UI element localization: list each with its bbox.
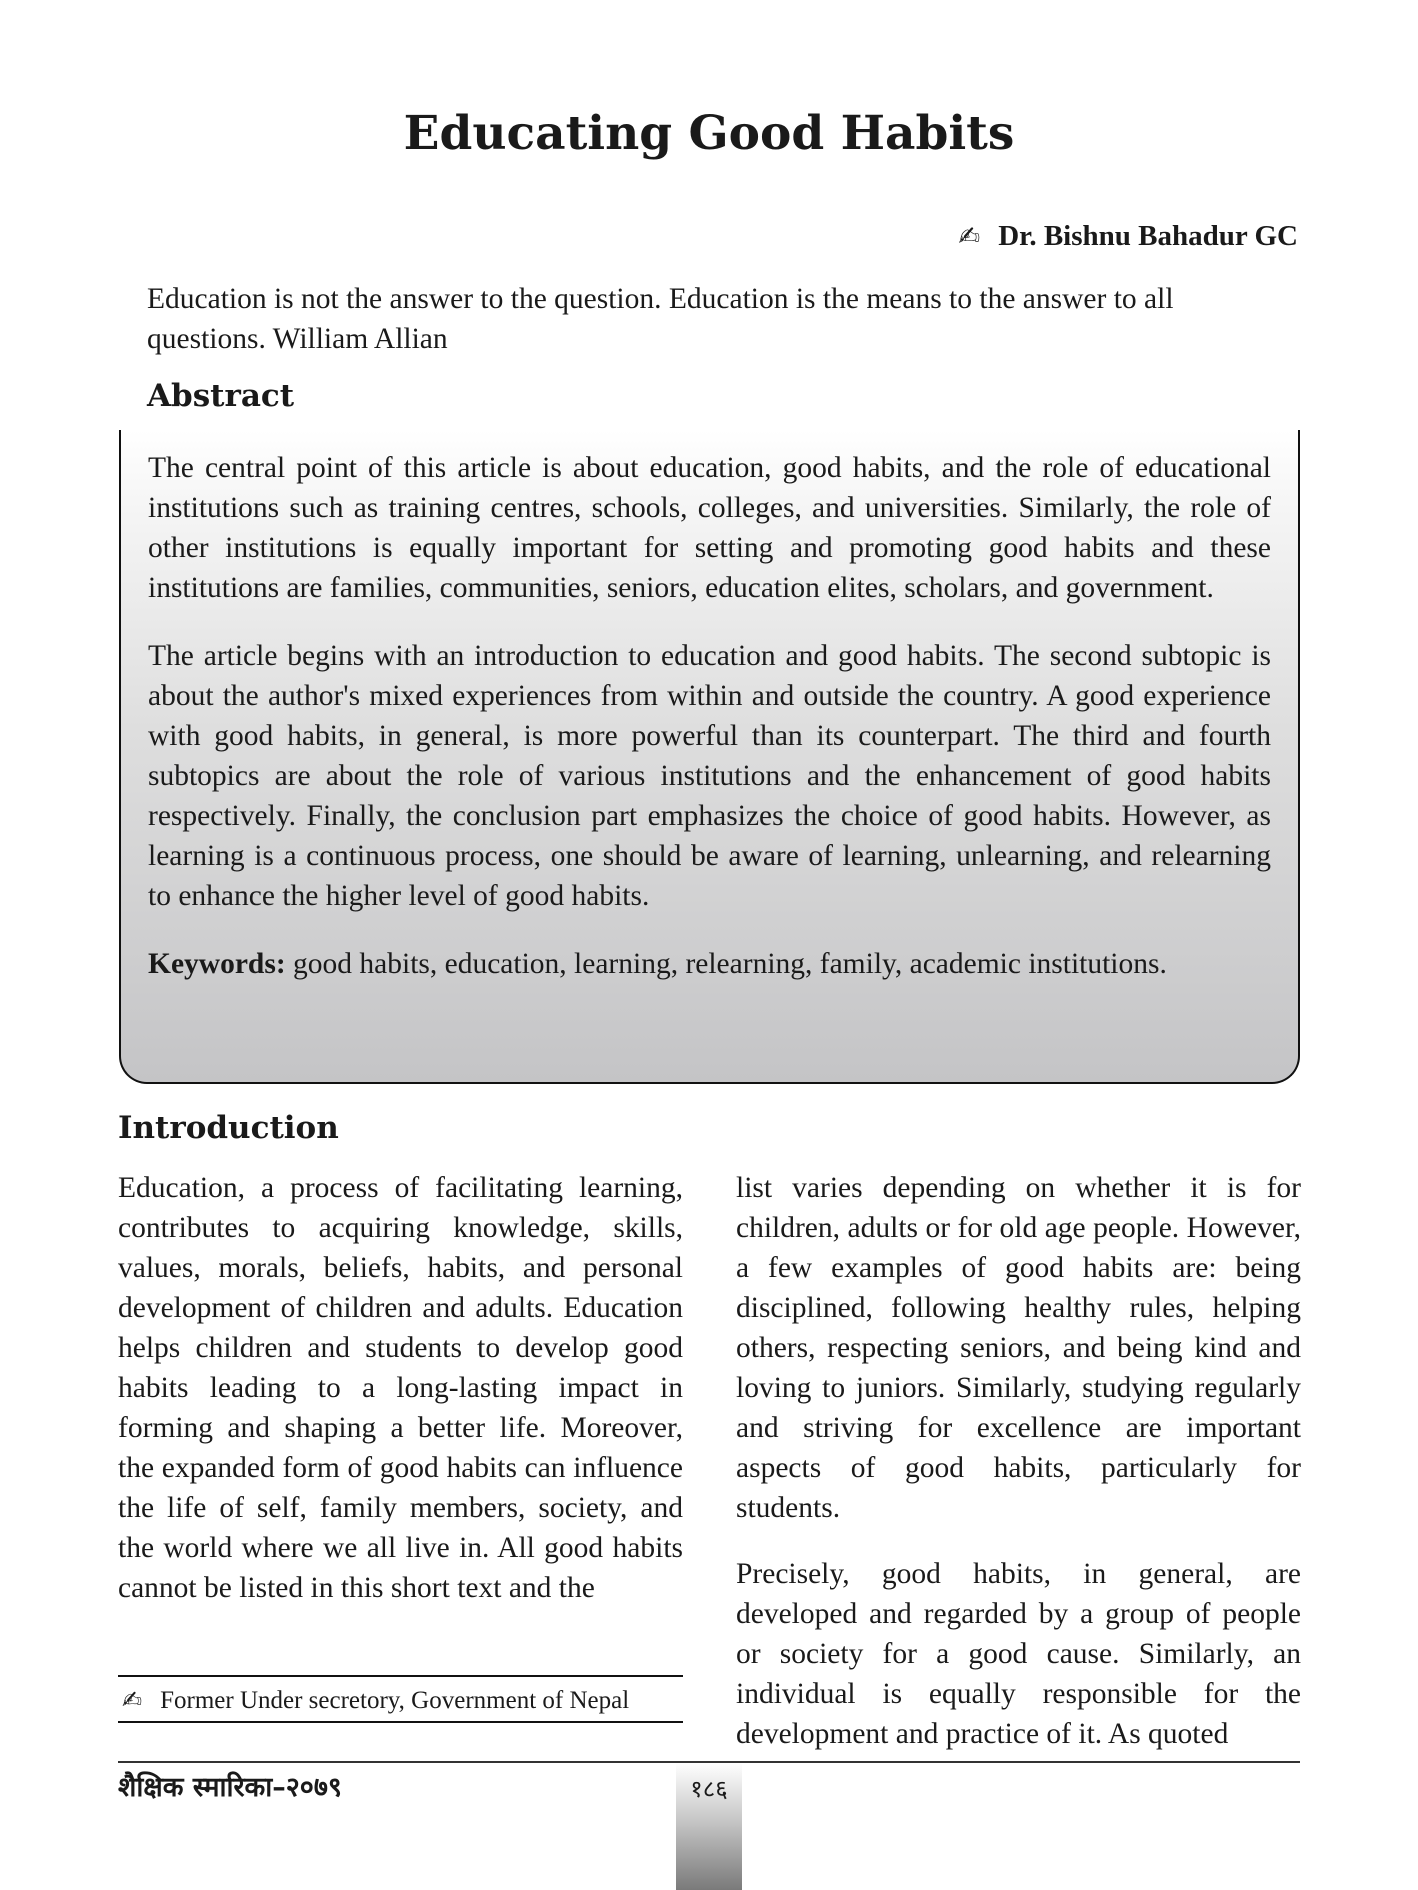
- article-title: Educating Good Habits: [403, 106, 1015, 161]
- footnote: [122, 1685, 629, 1716]
- footnote-rule-top: [118, 1675, 683, 1677]
- epigraph-quote: Education is not the answer to the question. Education is the means to the answer to all questions. William Allian: [147, 283, 1174, 355]
- abstract-box: [119, 430, 1300, 1084]
- abstract-heading: Abstract: [147, 378, 295, 414]
- intro-paragraph-left: Education, a process of facilitating learning, contributes to acquiring knowledge, skills, values, morals, beliefs, habits, and personal development of children and adults. Education helps children and students to develop good habits leading to a long-lasting impact in forming and shaping a better life. Moreover, the expanded form of good habits can influence the life of self, family members, society, and the world where we all live in. All good habits cannot be listed in this short text and the: [118, 1172, 683, 1604]
- footnote-rule-bottom: [118, 1721, 683, 1723]
- introduction-heading: Introduction: [118, 1110, 339, 1146]
- intro-paragraph-right-2: Precisely, good habits, in general, are developed and regarded by a group of people or society for a good cause. Similarly, an individual is equally responsible for the development and practice of it. As quoted: [736, 1558, 1301, 1750]
- author-line: [958, 222, 1298, 251]
- abstract-paragraph-2: The article begins with an introduction to education and good habits. The second subtopic is about the author's mixed experiences from within and outside the country. A good experience with good habits, in general, is more powerful than its counterpart. The third and fourth subtopics are about the role of various institutions and the enhancement of good habits respectively. Finally, the conclusion part emphasizes the choice of good habits. However, as learning is a continuous process, one should be aware of learning, unlearning, and relearning to enhance the higher level of good habits.: [148, 640, 1271, 912]
- keywords-label: Keywords:: [148, 948, 286, 980]
- page-number: १८६: [690, 1775, 728, 1803]
- left-column: [118, 1168, 683, 1608]
- right-column: [736, 1168, 1301, 1754]
- keywords-text: good habits, education, learning, relearning, family, academic institutions.: [293, 948, 1167, 980]
- author-name: Dr. Bishnu Bahadur GC: [998, 220, 1298, 252]
- footnote-text: Former Under secretory, Government of Nepal: [160, 1687, 630, 1714]
- abstract-paragraph-1: The central point of this article is about education, good habits, and the role of educational institutions such as training centres, schools, colleges, and universities. Similarly, the role of other institutions is equally important for setting and promoting good habits and these institutions are families, communities, seniors, education elites, scholars, and government.: [148, 452, 1271, 604]
- intro-paragraph-right-1: list varies depending on whether it is for children, adults or for old age people. However, a few examples of good habits are: being disciplined, following healthy rules, helping others, respecting seniors, and being kind and loving to juniors. Similarly, studying regularly and striving for excellence are important aspects of good habits, particularly for students.: [736, 1172, 1301, 1524]
- pen-icon: ✍: [122, 1686, 143, 1714]
- keywords-line: [148, 944, 1271, 984]
- running-title: शैक्षिक स्मारिका–२०७९: [118, 1772, 342, 1803]
- pen-icon: ✍: [958, 222, 981, 252]
